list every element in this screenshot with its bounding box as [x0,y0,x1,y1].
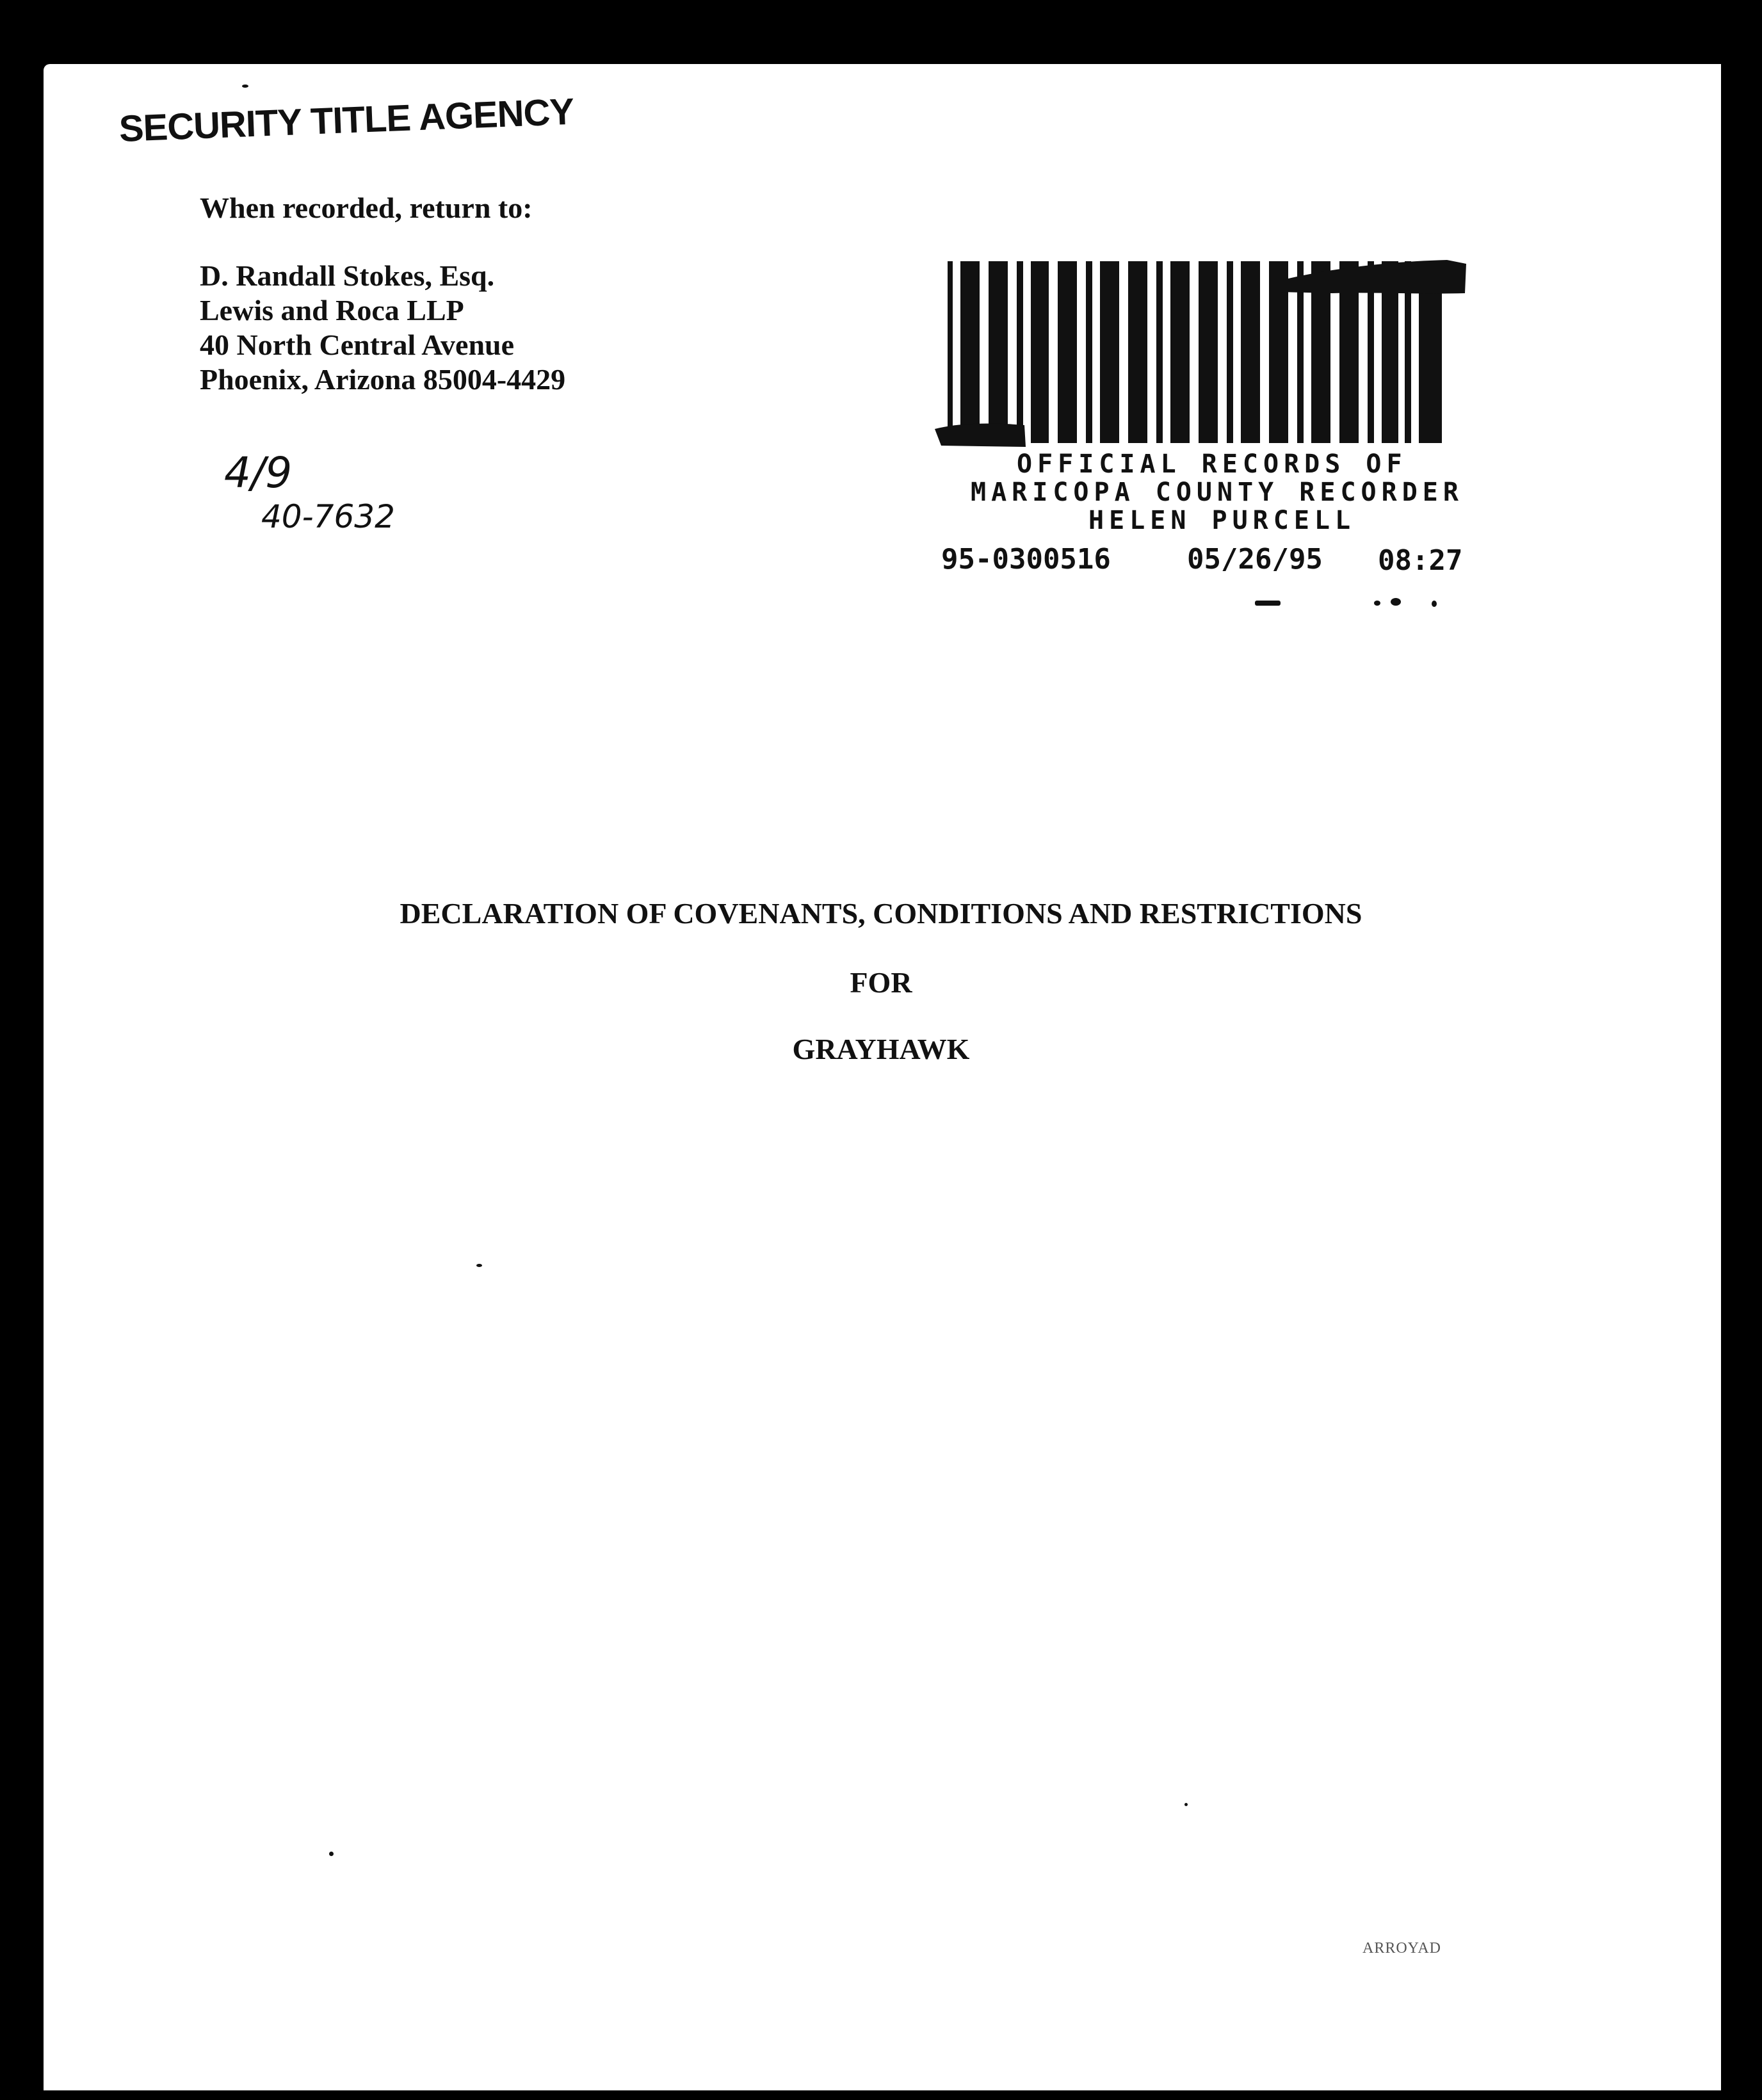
document-title-subject: GRAYHAWK [792,1033,970,1065]
document-title: DECLARATION OF COVENANTS, CONDITIONS AND RESTRICTIONS [400,897,1362,930]
scan-speck [476,1264,482,1267]
address-line-name: D. Randall Stokes, Esq. [200,259,495,292]
recorder-barcode-icon [935,255,1466,447]
scan-speck [242,85,248,88]
handwritten-note-date: 4/9 [224,448,293,497]
recorder-stamp-line-1: OFFICIAL RECORDS OF [1017,449,1407,479]
return-to-label: When recorded, return to: [200,191,533,224]
scan-speck [329,1852,334,1856]
recorder-stamp-line-3: HELEN PURCELL [1088,506,1356,535]
record-number: 95-0300516 [941,543,1111,576]
stamp-smudge [1374,601,1380,606]
address-line-city: Phoenix, Arizona 85004-4429 [200,363,566,396]
agency-stamp: SECURITY TITLE AGENCY [118,90,575,150]
stamp-smudge [1432,601,1437,607]
scan-speck [1184,1803,1188,1806]
stamp-smudge [1255,601,1281,606]
faded-footer-mark: ARROYAD [1362,1940,1442,1957]
record-date: 05/26/95 [1187,543,1323,576]
address-line-firm: Lewis and Roca LLP [200,294,464,327]
return-address [200,259,565,397]
recorder-stamp-line-2: MARICOPA COUNTY RECORDER [971,478,1464,507]
document-title-for: FOR [850,966,912,999]
handwritten-note-number: 40-7632 [261,498,395,535]
record-time: 08:27 [1378,544,1463,577]
address-line-street: 40 North Central Avenue [200,328,515,361]
stamp-smudge [1391,598,1401,606]
